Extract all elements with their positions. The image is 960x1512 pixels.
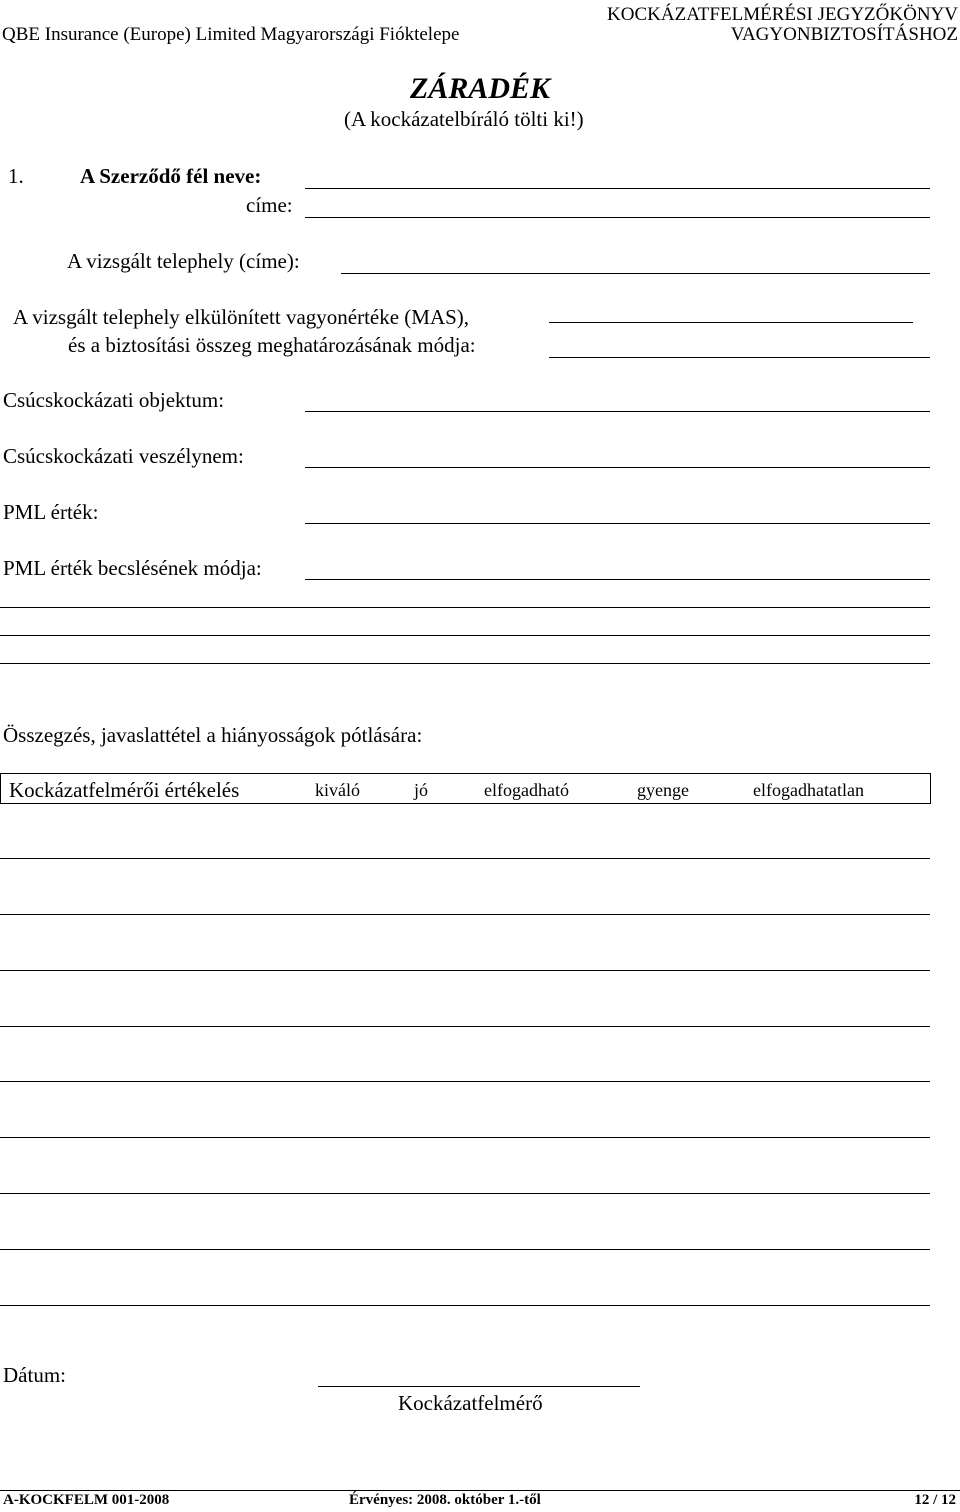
peak-object-field[interactable] xyxy=(305,411,930,412)
pml-method-line[interactable] xyxy=(0,663,930,664)
peak-hazard-field[interactable] xyxy=(305,467,930,468)
rating-option-acceptable[interactable]: elfogadható xyxy=(484,780,569,800)
section-title: ZÁRADÉK xyxy=(410,72,551,105)
contractor-name-label: A Szerződő fél neve: xyxy=(80,164,262,188)
mas-label-line-2: és a biztosítási összeg meghatározásának módja: xyxy=(68,333,476,357)
pml-method-field[interactable] xyxy=(305,579,930,580)
contractor-name-field[interactable] xyxy=(305,188,930,189)
summary-line[interactable] xyxy=(0,1026,930,1027)
summary-line[interactable] xyxy=(0,858,930,859)
signature-field[interactable] xyxy=(318,1386,640,1387)
pml-method-line[interactable] xyxy=(0,607,930,608)
summary-line[interactable] xyxy=(0,1249,930,1250)
summary-line[interactable] xyxy=(0,1137,930,1138)
footer-doc-code: A-KOCKFELM 001-2008 xyxy=(3,1492,170,1508)
pml-field[interactable] xyxy=(305,523,930,524)
pml-label: PML érték: xyxy=(3,500,99,524)
summary-line[interactable] xyxy=(0,1305,930,1306)
footer-divider xyxy=(0,1490,960,1491)
peak-object-label: Csúcskockázati objektum: xyxy=(3,388,225,412)
assessor-label: Kockázatfelmérő xyxy=(398,1391,543,1415)
footer-valid-from: Érvényes: 2008. október 1.-től xyxy=(349,1492,541,1508)
rating-option-excellent[interactable]: kiváló xyxy=(315,780,360,800)
pml-method-label: PML érték becslésének módja: xyxy=(3,556,262,580)
summary-line[interactable] xyxy=(0,1193,930,1194)
mas-label-line-1: A vizsgált telephely elkülönített vagyonértéke (MAS), xyxy=(13,305,470,329)
document-subtitle: VAGYONBIZTOSÍTÁSHOZ xyxy=(730,24,958,45)
rating-box xyxy=(0,773,931,804)
date-label: Dátum: xyxy=(3,1363,66,1387)
address-field[interactable] xyxy=(305,217,930,218)
document-title: KOCKÁZATFELMÉRÉSI JEGYZŐKÖNYV xyxy=(607,4,958,25)
rating-option-weak[interactable]: gyenge xyxy=(637,780,689,800)
rating-title: Kockázatfelmérői értékelés xyxy=(9,778,240,802)
summary-line[interactable] xyxy=(0,1081,930,1082)
pml-method-line[interactable] xyxy=(0,635,930,636)
sum-method-field[interactable] xyxy=(549,357,930,358)
address-label: címe: xyxy=(246,193,293,217)
site-label: A vizsgált telephely (címe): xyxy=(67,249,300,273)
summary-line[interactable] xyxy=(0,914,930,915)
mas-field[interactable] xyxy=(549,322,913,323)
site-field[interactable] xyxy=(341,273,930,274)
section-subtitle: (A kockázatelbíráló tölti ki!) xyxy=(344,107,584,131)
summary-line[interactable] xyxy=(0,970,930,971)
company-name: QBE Insurance (Europe) Limited Magyarországi Fióktelepe xyxy=(2,24,460,45)
peak-hazard-label: Csúcskockázati veszélynem: xyxy=(3,444,244,468)
footer-page-number: 12 / 12 xyxy=(914,1492,956,1508)
item-number: 1. xyxy=(8,164,24,188)
summary-label: Összegzés, javaslattétel a hiányosságok pótlására: xyxy=(3,723,423,747)
rating-option-unacceptable[interactable]: elfogadhatatlan xyxy=(753,780,864,800)
rating-option-good[interactable]: jó xyxy=(414,780,429,800)
